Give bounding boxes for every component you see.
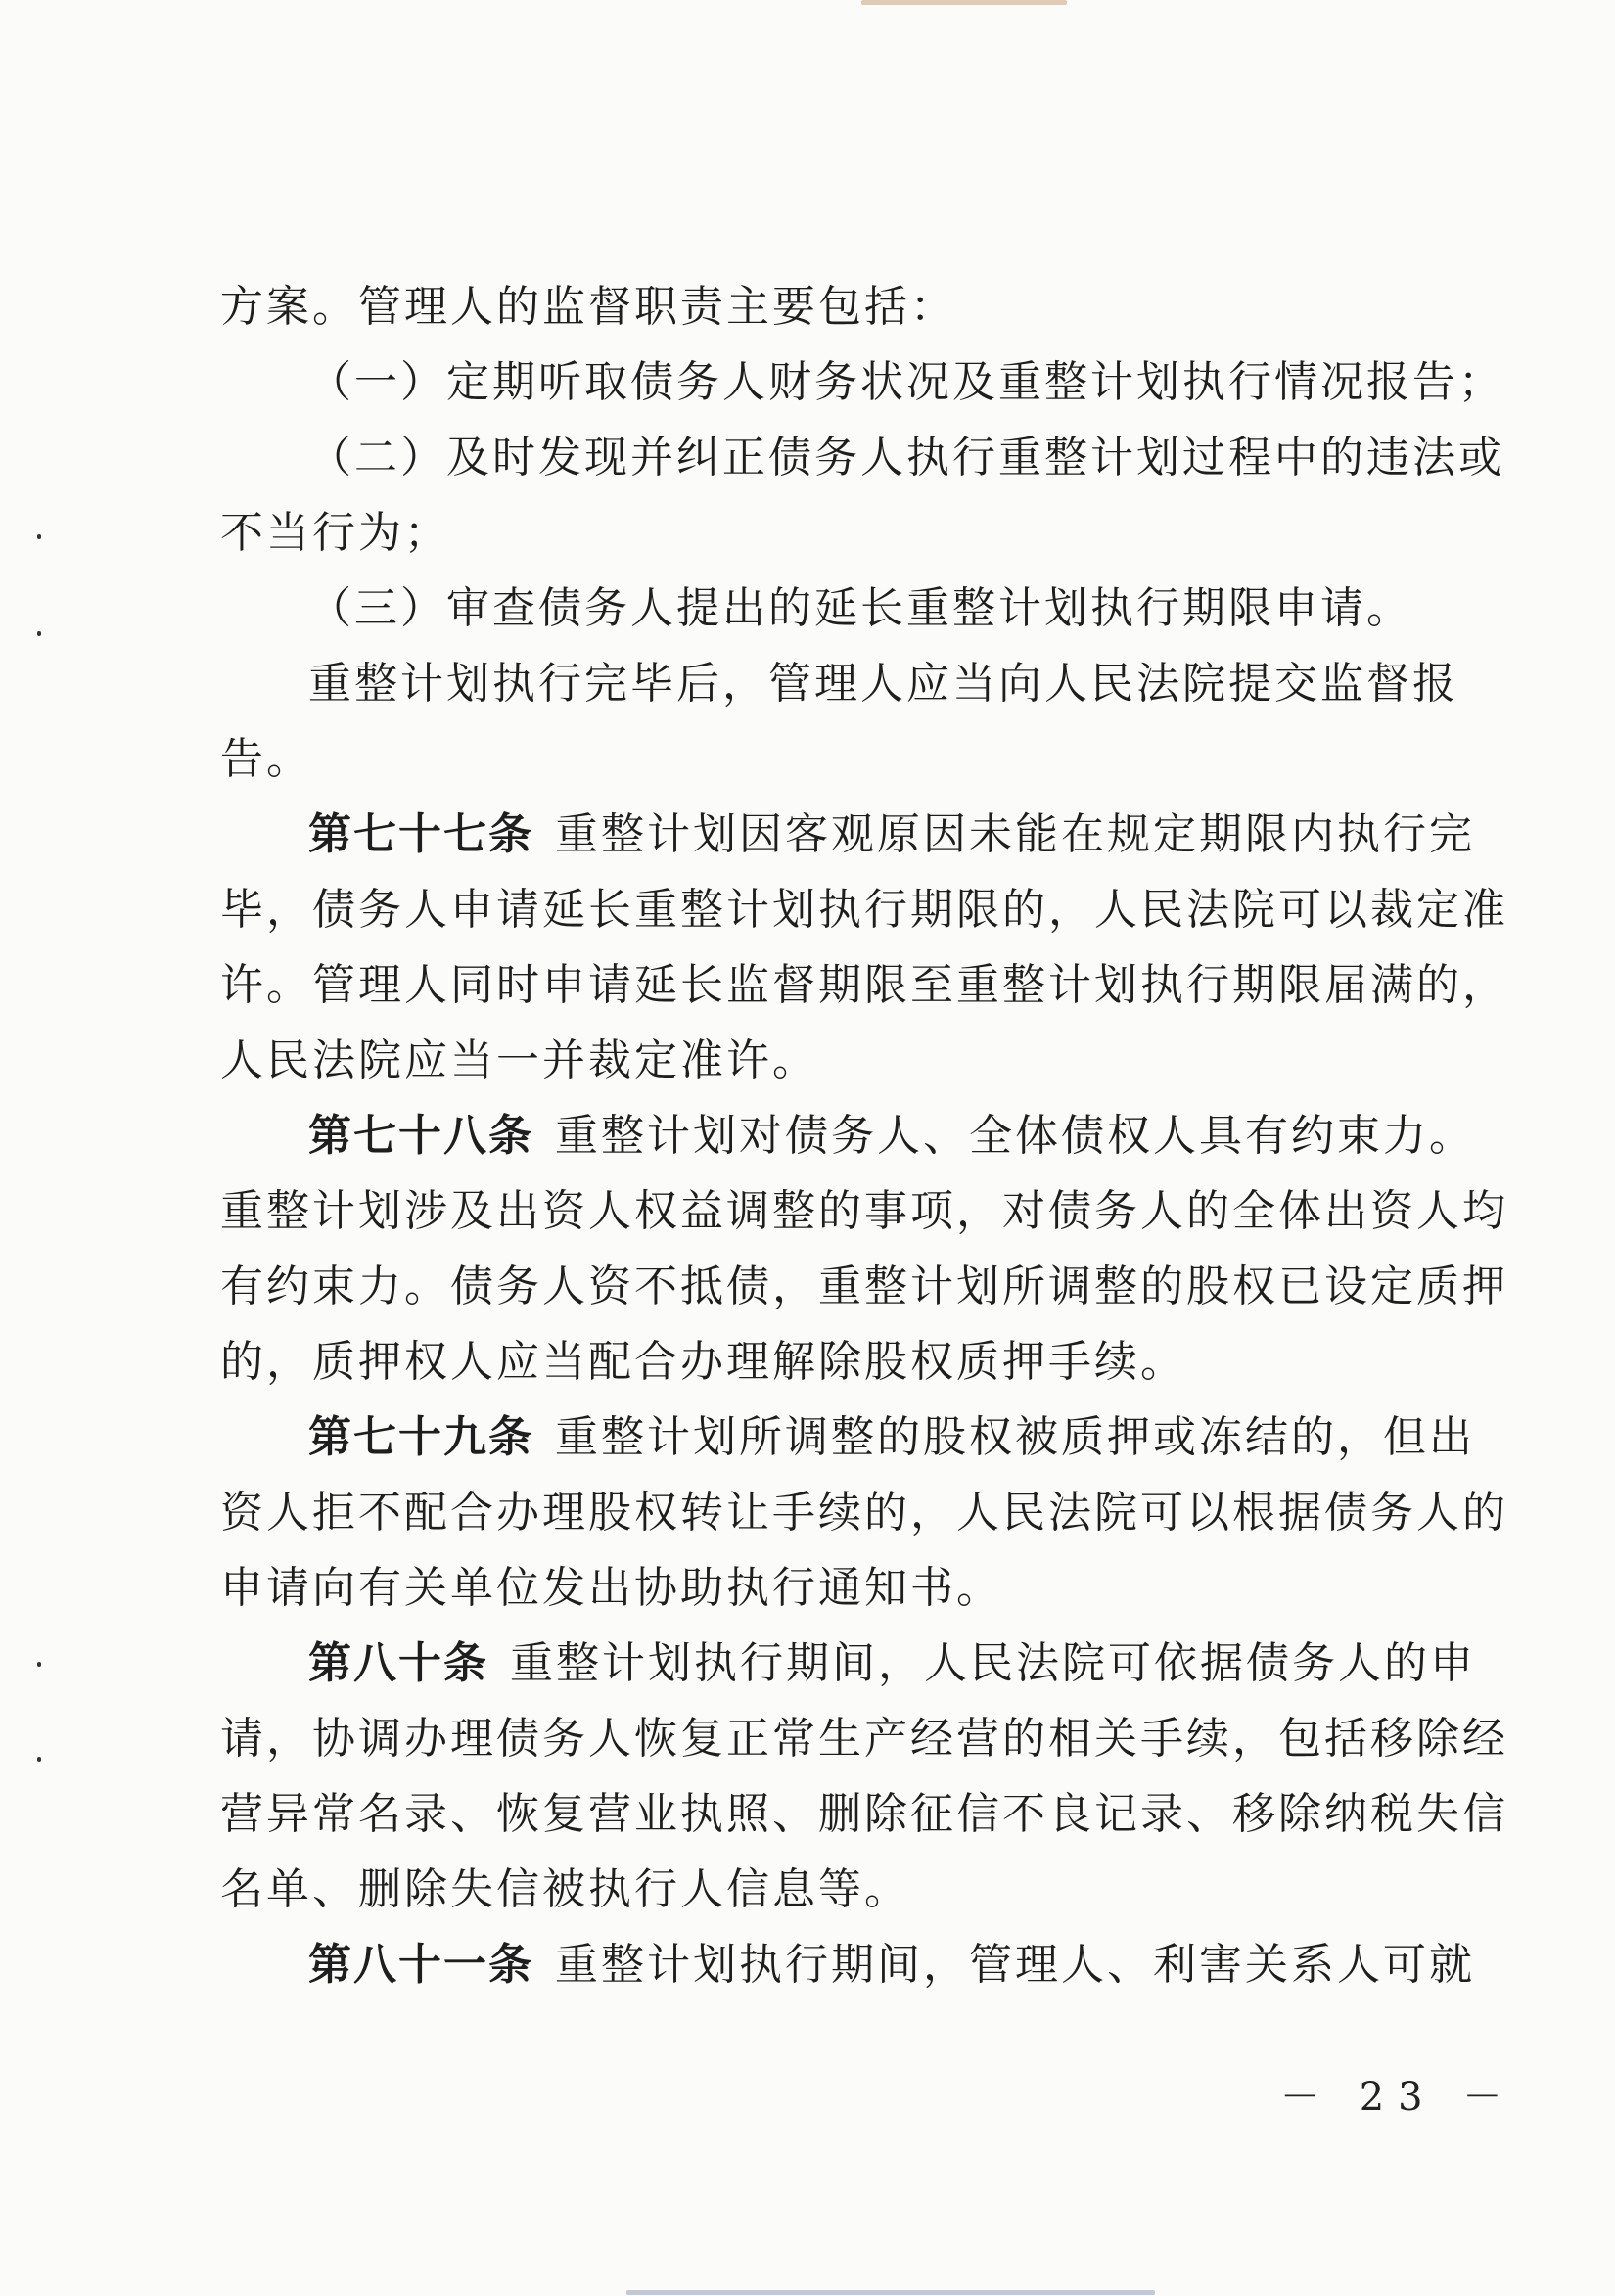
margin-dot [37,631,41,636]
text-line: 请，协调办理债务人恢复正常生产经营的相关手续，包括移除经 [220,1714,1508,1764]
article-title: 第八十条 [308,1638,488,1688]
list-item: （三）审查债务人提出的延长重整计划执行期限申请。 [308,583,1412,633]
article-text: 重整计划执行期间，管理人、利害关系人可就 [555,1940,1475,1990]
article-title: 第七十七条 [308,809,533,859]
scan-edge-mark-top [861,0,1067,5]
text-line: 重整计划涉及出资人权益调整的事项，对债务人的全体出资人均 [220,1186,1508,1236]
article-text: 重整计划执行期间，人民法院可依据债务人的申 [510,1638,1476,1688]
text-line: 毕，债务人申请延长重整计划执行期限的，人民法院可以裁定准 [220,885,1508,935]
article-79-first-line [220,1401,1475,1475]
text-line: 营异常名录、恢复营业执照、删除征信不良记录、移除纳税失信 [220,1789,1508,1839]
text-line: 有约束力。债务人资不抵债，重整计划所调整的股权已设定质押 [220,1262,1508,1311]
text-line: 方案。管理人的监督职责主要包括： [220,282,956,332]
list-item: （二）及时发现并纠正债务人执行重整计划过程中的违法或 [308,433,1504,482]
text-line: 资人拒不配合办理股权转让手续的，人民法院可以根据债务人的 [220,1488,1508,1538]
article-80-first-line [220,1627,1476,1701]
article-title: 第八十一条 [308,1940,533,1990]
text-line: 人民法院应当一并裁定准许。 [220,1035,818,1085]
article-text: 重整计划因客观原因未能在规定期限内执行完 [555,809,1475,859]
text-line: 不当行为； [220,508,450,558]
text-line: 名单、删除失信被执行人信息等。 [220,1864,910,1914]
page-number: － 23 － [1280,2075,1516,2120]
margin-dot [37,1662,41,1667]
article-78-first-line [220,1099,1475,1173]
scan-edge-mark-bottom [626,2290,1155,2295]
article-81-first-line [220,1928,1475,2002]
article-title: 第七十九条 [308,1412,533,1462]
text-line: 申请向有关单位发出协助执行通知书。 [220,1563,1002,1613]
margin-dot [37,534,41,539]
margin-dot [37,1757,41,1762]
article-title: 第七十八条 [308,1111,533,1161]
article-text: 重整计划对债务人、全体债权人具有约束力。 [555,1111,1475,1161]
article-77-first-line [220,798,1475,872]
article-text: 重整计划所调整的股权被质押或冻结的，但出 [555,1412,1475,1462]
text-line: 告。 [220,734,312,784]
list-item: （一）定期听取债务人财务状况及重整计划执行情况报告； [308,357,1504,407]
text-line: 重整计划执行完毕后，管理人应当向人民法院提交监督报 [308,659,1458,709]
text-line: 许。管理人同时申请延长监督期限至重整计划执行期限届满的， [220,960,1508,1010]
text-line: 的，质押权人应当配合办理解除股权质押手续。 [220,1337,1186,1387]
